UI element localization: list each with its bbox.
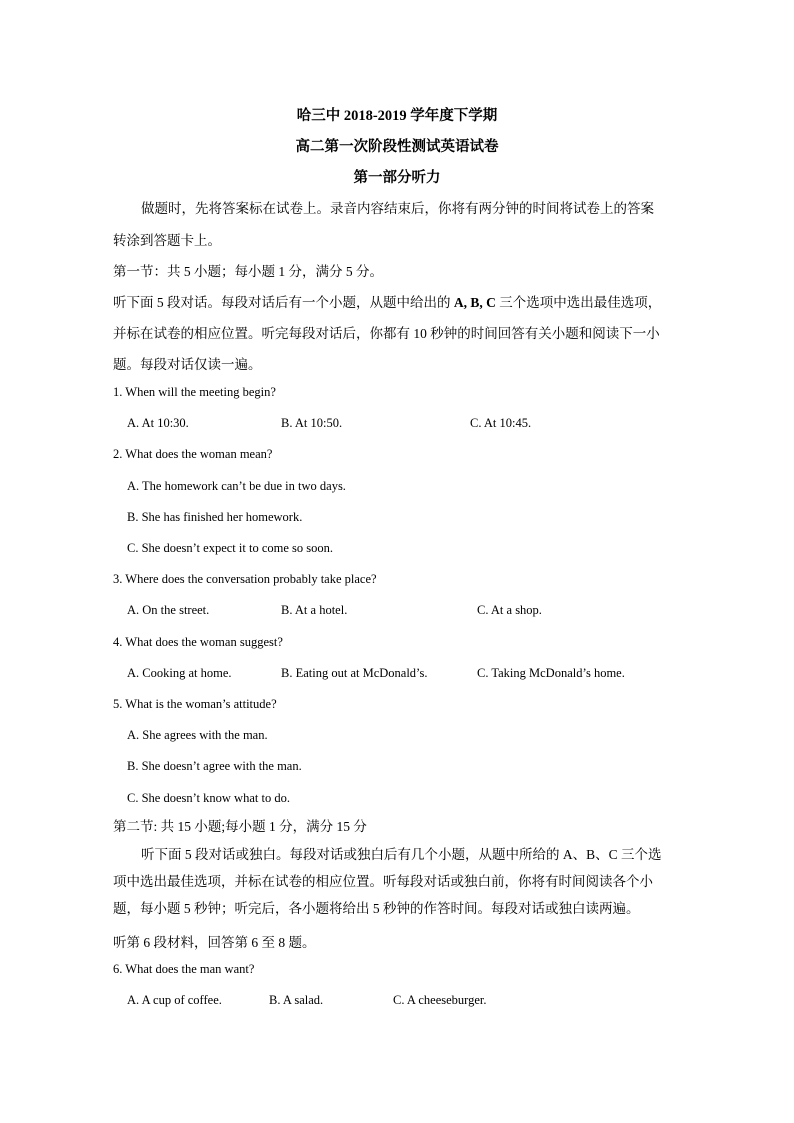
section1-instruction-3: 题。每段对话仅读一遍。: [113, 357, 262, 372]
exam-title: 高二第一次阶段性测试英语试卷: [295, 139, 499, 155]
q5-option-b: B. She doesn’t agree with the man.: [127, 759, 302, 773]
question-4: 4. What does the woman suggest?: [113, 635, 283, 649]
part-title: 第一部分听力: [353, 170, 441, 186]
section1-heading: 第一节：共 5 小题；每小题 1 分，满分 5 分。: [113, 264, 383, 279]
question-3: 3. Where does the conversation probably take place?: [113, 572, 377, 586]
q3-option-a: A. On the street.: [127, 603, 210, 617]
q1-option-a: A. At 10:30.: [127, 416, 189, 430]
q5-option-a: A. She agrees with the man.: [127, 728, 268, 742]
q2-option-b: B. She has finished her homework.: [127, 510, 303, 524]
q1-option-c: C. At 10:45.: [470, 416, 532, 430]
q4-option-b: B. Eating out at McDonald’s.: [281, 666, 428, 680]
question-2: 2. What does the woman mean?: [113, 447, 273, 461]
question-6: 6. What does the man want?: [113, 962, 255, 976]
instruction-text: 三个选项中选出最佳选项，: [495, 295, 662, 310]
q6-option-b: B. A salad.: [269, 993, 324, 1007]
material-6-instruction: 听第 6 段材料，回答第 6 至 8 题。: [113, 935, 316, 950]
question-5: 5. What is the woman’s attitude?: [113, 697, 277, 711]
question-1: 1. When will the meeting begin?: [113, 385, 276, 399]
section1-instruction-2: 并标在试卷的相应位置。听完每段对话后，你都有 10 秒钟的时间回答有关小题和阅读下一小: [113, 326, 660, 341]
q6-option-c: C. A cheeseburger.: [393, 993, 487, 1007]
option-letters: A, B, C: [453, 295, 496, 310]
q4-option-a: A. Cooking at home.: [127, 666, 232, 680]
instruction-text: 听下面 5 段对话。每段对话后有一个小题，从题中给出的: [113, 295, 454, 310]
q2-option-a: A. The homework can’t be due in two days.: [127, 479, 346, 493]
q1-option-b: B. At 10:50.: [281, 416, 343, 430]
section1-instruction-1: [113, 291, 661, 311]
q3-option-b: B. At a hotel.: [281, 603, 348, 617]
intro-line-1: 做题时，先将答案标在试卷上。录音内容结束后，你将有两分钟的时间将试卷上的答案: [141, 201, 654, 216]
section2-heading: 第二节: 共 15 小题;每小题 1 分，满分 15 分: [113, 819, 367, 834]
q5-option-c: C. She doesn’t know what to do.: [127, 791, 290, 805]
section2-instruction-2: 项中选出最佳选项，并标在试卷的相应位置。听每段对话或独白前，你将有时间阅读各个小: [113, 874, 653, 889]
school-term-title: 哈三中 2018-2019 学年度下学期: [296, 108, 498, 124]
intro-line-2: 转涂到答题卡上。: [113, 233, 221, 248]
q6-option-a: A. A cup of coffee.: [127, 993, 222, 1007]
q2-option-c: C. She doesn’t expect it to come so soon.: [127, 541, 333, 555]
section2-instruction-1: 听下面 5 段对话或独白。每段对话或独白后有几个小题，从题中所给的 A、B、C 三个选: [141, 847, 662, 862]
section2-instruction-3: 题，每小题 5 秒钟；听完后，各小题将给出 5 秒钟的作答时间。每段对话或独白读两遍。: [113, 901, 640, 916]
q3-option-c: C. At a shop.: [477, 603, 542, 617]
q4-option-c: C. Taking McDonald’s home.: [477, 666, 625, 680]
